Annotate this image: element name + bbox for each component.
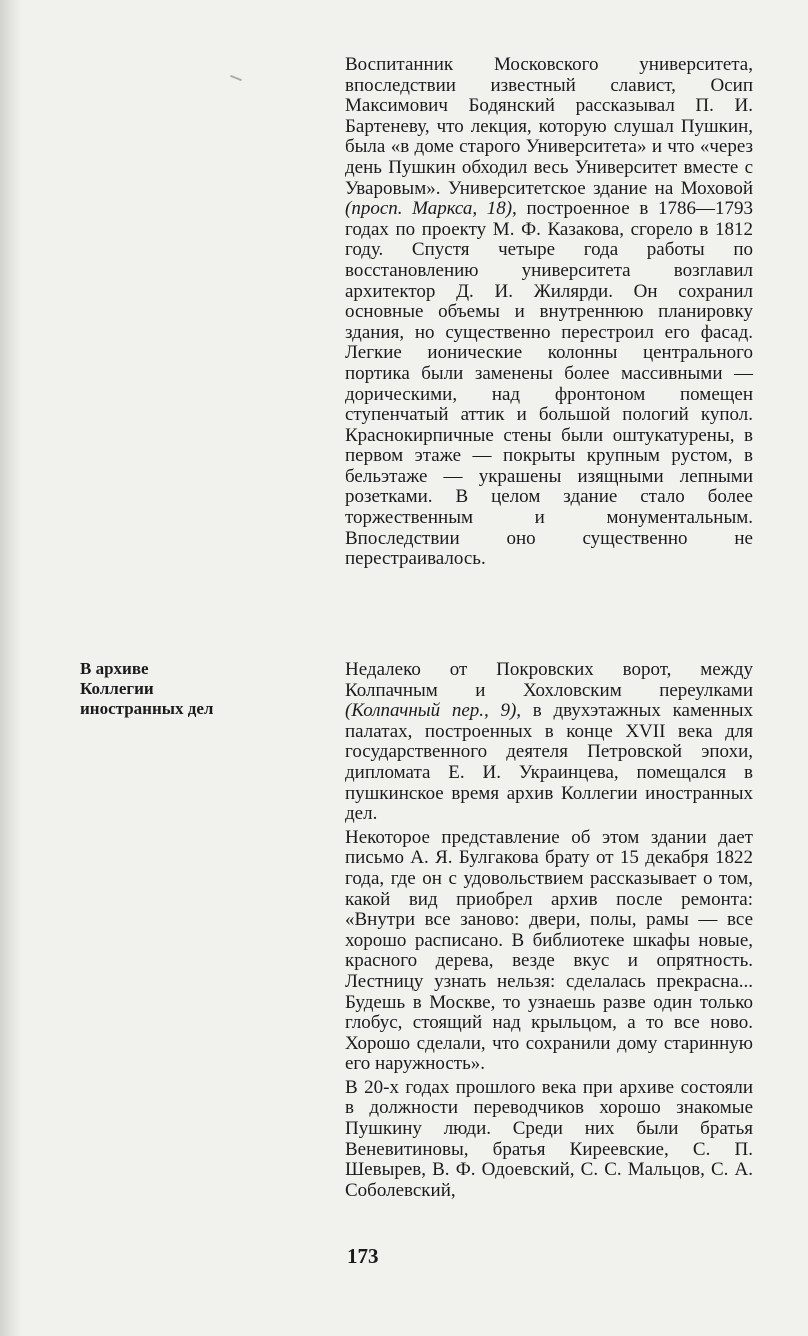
archive-paragraph-2: Некоторое представление об этом здании дает письмо А. Я. Булгакова брату от 15 декабря 1822 года, где он с удовольствием рассказывает о том, какой вид приобрел архив после ремонта: «Внутри все заново: двери, полы, рамы — все хорошо расписано. В библиотеке шкафы новые, красного дерева, везде вкус и опрятность. Лестницу узнать нельзя: сделалась прекрасна... Будешь в Москве, то узнаешь разве один только глобус, стоящий над крыльцом, а то все ново. Хорошо сделали, что сохранили дому старинную его наружность». bbox=[345, 826, 753, 1075]
section-heading bbox=[80, 659, 280, 719]
archive-paragraph-3: В 20-х годах прошлого века при архиве состояли в должности переводчиков хорошо знакомые Пушкину люди. Среди них были братья Веневитиновы, братья Киреевские, С. П. Шевырев, В. Ф. Одоевский, С. С. Мальцов, С. А. Соболевский, bbox=[345, 1076, 753, 1201]
section-heading-line: Коллегии bbox=[80, 679, 154, 698]
university-paragraph bbox=[345, 55, 753, 570]
university-text-start: Воспитанник Московского университета, впоследствии известный славист, Осип Максимович Бодянский рассказывал П. И. Бартеневу, что лекция, которую слушал Пушкин, была «в доме старого Университета» и что «через день Пушкин обходил весь Университет вместе с Уваровым». Университетское здание на Моховой bbox=[345, 54, 753, 199]
archive-text-block bbox=[345, 660, 753, 1201]
page-edge-shadow bbox=[0, 0, 22, 1336]
archive-address: (Колпачный пер., 9), bbox=[345, 700, 522, 722]
archive-paragraph-1 bbox=[345, 660, 753, 825]
archive-p1-start: Недалеко от Покровских ворот, между Колпачным и Хохловским переулками bbox=[345, 659, 753, 701]
university-text-end: построенное в 1786—1793 годах по проекту М. Ф. Казакова, сгорело в 1812 году. Спустя четыре года работы по восстановлению университета возглавил архитектор Д. И. Жилярди. Он сохранил основные объемы и внутреннюю планировку здания, но существенно перестроил его фасад. Легкие ионические колонны центрального портика были заменены более массивными — дорическими, над фронтоном помещен ступенчатый аттик и большой пологий купол. Краснокирпичные стены были оштукатурены, в первом этаже — покрыты крупным рустом, в бельэтаже — украшены изящными лепными розетками. В целом здание стало более торжественным и монументальным. Впоследствии оно существенно не перестраивалось. bbox=[345, 198, 753, 570]
university-address: (просп. Маркса, 18), bbox=[345, 198, 517, 220]
scan-speck bbox=[230, 75, 242, 81]
section-heading-line: иностранных дел bbox=[80, 699, 214, 718]
section-heading-line: В архиве bbox=[80, 659, 149, 678]
archive-p1-end: в двухэтажных каменных палатах, построенных в конце XVII века для государственного деятеля Петровской эпохи, дипломата Е. И. Украинцева, помещался в пушкинское время архив Коллегии иностранных дел. bbox=[345, 700, 753, 825]
university-text-block bbox=[345, 55, 753, 570]
page-number: 173 bbox=[347, 1244, 379, 1268]
